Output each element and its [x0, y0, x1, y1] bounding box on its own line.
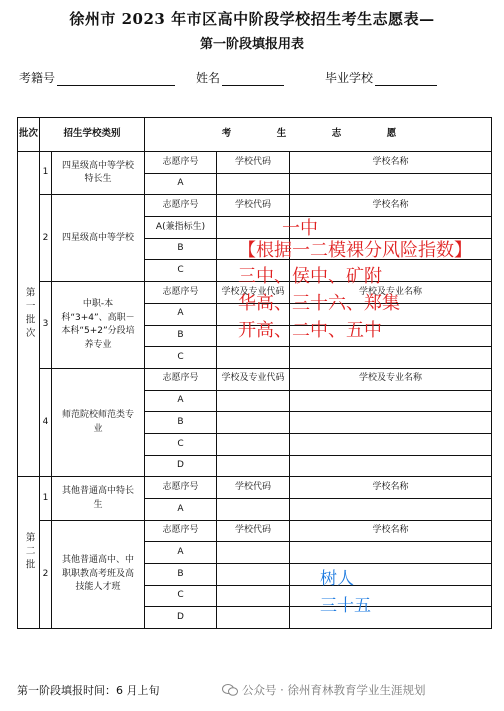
section-header-row [18, 195, 492, 217]
header-category: 招生学校类别 [40, 118, 145, 152]
choice-slot-label: C [145, 585, 217, 607]
annotation-red-3: 三中、侯中、矿附 [238, 266, 382, 287]
annotation-red-5: 开高、二中、五中 [238, 320, 382, 341]
choice-slot-label: A(兼指标生) [145, 217, 217, 239]
school-line[interactable] [375, 71, 437, 86]
school-code-cell[interactable] [217, 564, 290, 586]
page-title: 徐州市 2023 年市区高中阶段学校招生考生志愿表— [69, 10, 435, 28]
name-header: 学校名称 [290, 477, 492, 499]
section-header-row [18, 477, 492, 499]
school-label: 毕业学校 [325, 71, 374, 85]
school-code-cell[interactable] [217, 390, 290, 412]
section-number: 2 [40, 195, 52, 282]
school-name-cell[interactable] [290, 412, 492, 434]
seq-header: 志愿序号 [145, 520, 217, 542]
annotation-red-2: 【根据一二模裸分风险指数】 [238, 240, 472, 261]
choice-slot-label: C [145, 433, 217, 455]
seq-header: 志愿序号 [145, 368, 217, 390]
school-code-cell[interactable] [217, 542, 290, 564]
header-applicant: 考 生 志 愿 [145, 118, 492, 152]
school-code-cell[interactable] [217, 412, 290, 434]
school-code-cell[interactable] [217, 607, 290, 629]
section-number: 1 [40, 477, 52, 520]
code-header: 学校代码 [217, 152, 290, 174]
section-header-row [18, 152, 492, 174]
seq-header: 志愿序号 [145, 195, 217, 217]
code-header: 学校代码 [217, 477, 290, 499]
school-code-cell[interactable] [217, 455, 290, 477]
choice-slot-label: C [145, 260, 217, 282]
page-subtitle: 第一阶段填报用表 [199, 37, 304, 52]
choice-slot-label: B [145, 412, 217, 434]
name-field[interactable] [196, 69, 284, 86]
section-category: 其他普通高中特长生 [52, 477, 145, 520]
name-header: 学校名称 [290, 520, 492, 542]
batch-1-label: 第一批次 [18, 152, 40, 477]
seq-header: 志愿序号 [145, 282, 217, 304]
section-number: 2 [40, 520, 52, 628]
section-header-row [18, 520, 492, 542]
school-code-cell[interactable] [217, 173, 290, 195]
school-code-cell[interactable] [217, 499, 290, 521]
watermark [222, 682, 425, 698]
school-field[interactable] [325, 69, 437, 86]
code-header: 学校代码 [217, 195, 290, 217]
exam-no-field[interactable] [19, 69, 175, 86]
name-line[interactable] [222, 71, 284, 86]
choice-slot-label: B [145, 325, 217, 347]
name-header: 学校及专业名称 [290, 368, 492, 390]
section-number: 1 [40, 152, 52, 195]
wechat-icon [222, 684, 238, 696]
annotation-red-4: 华高、三十六、郑集 [238, 293, 400, 314]
section-number: 3 [40, 282, 52, 369]
school-code-cell[interactable] [217, 347, 290, 369]
choice-slot-label: A [145, 303, 217, 325]
seq-header: 志愿序号 [145, 152, 217, 174]
school-name-cell[interactable] [290, 173, 492, 195]
section-category: 四星级高中等学校 [52, 195, 145, 282]
school-name-cell[interactable] [290, 542, 492, 564]
header-batch: 批次 [18, 118, 40, 152]
choice-slot-label: B [145, 564, 217, 586]
watermark-text: 公众号 · 徐州育林教育学业生涯规划 [242, 683, 426, 697]
school-name-cell[interactable] [290, 499, 492, 521]
annotation-blue-1: 树人 [320, 569, 354, 589]
name-header: 学校及专业名称 [290, 282, 492, 304]
choice-slot-label: C [145, 347, 217, 369]
section-number: 4 [40, 368, 52, 476]
section-header-row [18, 368, 492, 390]
section-category: 四星级高中等学校特长生 [52, 152, 145, 195]
batch-2-label: 第二批 [18, 477, 40, 629]
choice-slot-label: A [145, 499, 217, 521]
submission-time: 第一阶段填报时间：6 月上旬 [17, 684, 160, 697]
name-label: 姓名 [196, 71, 221, 85]
choice-slot-label: D [145, 455, 217, 477]
choice-slot-label: D [145, 607, 217, 629]
section-category: 中职-本科“3+4”、高职－本科“5+2”分段培养专业 [52, 282, 145, 369]
code-header: 学校代码 [217, 520, 290, 542]
choice-slot-label: B [145, 238, 217, 260]
school-name-cell[interactable] [290, 347, 492, 369]
application-table [17, 117, 492, 629]
section-category: 师范院校师范类专业 [52, 368, 145, 476]
name-header: 学校名称 [290, 152, 492, 174]
seq-header: 志愿序号 [145, 477, 217, 499]
school-code-cell[interactable] [217, 217, 290, 239]
choice-slot-label: A [145, 542, 217, 564]
choice-slot-label: A [145, 173, 217, 195]
choice-slot-label: A [145, 390, 217, 412]
annotation-red-1: 一中 [282, 218, 318, 239]
school-name-cell[interactable] [290, 455, 492, 477]
exam-no-label: 考籍号 [19, 71, 56, 85]
school-name-cell[interactable] [290, 217, 492, 239]
school-code-cell[interactable] [217, 433, 290, 455]
code-header: 学校及专业代码 [217, 282, 290, 304]
annotation-blue-2: 三十五 [320, 596, 371, 616]
school-name-cell[interactable] [290, 390, 492, 412]
code-header: 学校及专业代码 [217, 368, 290, 390]
exam-no-line[interactable] [57, 71, 175, 86]
name-header: 学校名称 [290, 195, 492, 217]
section-category: 其他普通高中、中职职教高考班及高技能人才班 [52, 520, 145, 628]
school-name-cell[interactable] [290, 433, 492, 455]
school-code-cell[interactable] [217, 585, 290, 607]
